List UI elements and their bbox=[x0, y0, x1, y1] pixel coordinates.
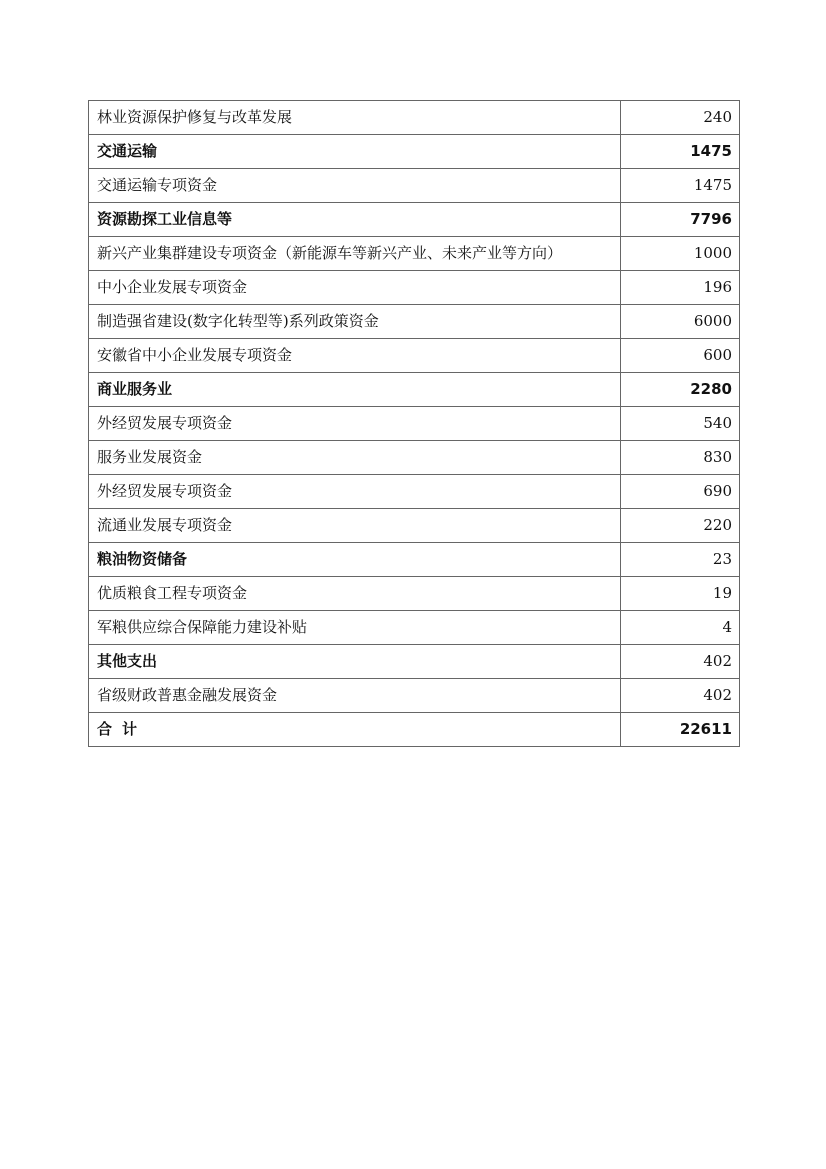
item-name: 省级财政普惠金融发展资金 bbox=[89, 679, 621, 713]
item-amount: 1475 bbox=[621, 169, 740, 203]
item-name: 安徽省中小企业发展专项资金 bbox=[89, 339, 621, 373]
category-row bbox=[89, 373, 740, 407]
table-row bbox=[89, 169, 740, 203]
item-name: 外经贸发展专项资金 bbox=[89, 407, 621, 441]
item-amount: 19 bbox=[621, 577, 740, 611]
item-name: 林业资源保护修复与改革发展 bbox=[89, 101, 621, 135]
category-amount: 23 bbox=[621, 543, 740, 577]
table-row bbox=[89, 509, 740, 543]
item-amount: 402 bbox=[621, 679, 740, 713]
total-label: 合计 bbox=[89, 713, 621, 747]
table-row bbox=[89, 475, 740, 509]
item-name: 服务业发展资金 bbox=[89, 441, 621, 475]
category-row bbox=[89, 543, 740, 577]
item-amount: 690 bbox=[621, 475, 740, 509]
category-amount: 2280 bbox=[621, 373, 740, 407]
item-name: 军粮供应综合保障能力建设补贴 bbox=[89, 611, 621, 645]
item-name: 优质粮食工程专项资金 bbox=[89, 577, 621, 611]
table-row bbox=[89, 679, 740, 713]
total-row bbox=[89, 713, 740, 747]
item-name: 中小企业发展专项资金 bbox=[89, 271, 621, 305]
table-body bbox=[89, 101, 740, 747]
item-name: 外经贸发展专项资金 bbox=[89, 475, 621, 509]
category-amount: 402 bbox=[621, 645, 740, 679]
table-row bbox=[89, 339, 740, 373]
category-name: 商业服务业 bbox=[89, 373, 621, 407]
table-row bbox=[89, 237, 740, 271]
item-amount: 600 bbox=[621, 339, 740, 373]
table-row bbox=[89, 305, 740, 339]
item-amount: 240 bbox=[621, 101, 740, 135]
item-amount: 196 bbox=[621, 271, 740, 305]
item-name: 制造强省建设(数字化转型等)系列政策资金 bbox=[89, 305, 621, 339]
table-row bbox=[89, 407, 740, 441]
item-amount: 6000 bbox=[621, 305, 740, 339]
item-amount: 4 bbox=[621, 611, 740, 645]
category-row bbox=[89, 135, 740, 169]
budget-table bbox=[88, 100, 740, 747]
category-name: 资源勘探工业信息等 bbox=[89, 203, 621, 237]
item-name: 流通业发展专项资金 bbox=[89, 509, 621, 543]
category-row bbox=[89, 645, 740, 679]
item-amount: 830 bbox=[621, 441, 740, 475]
table-row bbox=[89, 611, 740, 645]
category-name: 粮油物资储备 bbox=[89, 543, 621, 577]
table-row bbox=[89, 577, 740, 611]
category-name: 交通运输 bbox=[89, 135, 621, 169]
item-name: 新兴产业集群建设专项资金（新能源车等新兴产业、未来产业等方向） bbox=[89, 237, 621, 271]
category-amount: 7796 bbox=[621, 203, 740, 237]
table-row bbox=[89, 101, 740, 135]
category-name: 其他支出 bbox=[89, 645, 621, 679]
item-amount: 1000 bbox=[621, 237, 740, 271]
total-value: 22611 bbox=[621, 713, 740, 747]
table-row bbox=[89, 441, 740, 475]
item-name: 交通运输专项资金 bbox=[89, 169, 621, 203]
item-amount: 540 bbox=[621, 407, 740, 441]
item-amount: 220 bbox=[621, 509, 740, 543]
category-row bbox=[89, 203, 740, 237]
table-row bbox=[89, 271, 740, 305]
category-amount: 1475 bbox=[621, 135, 740, 169]
